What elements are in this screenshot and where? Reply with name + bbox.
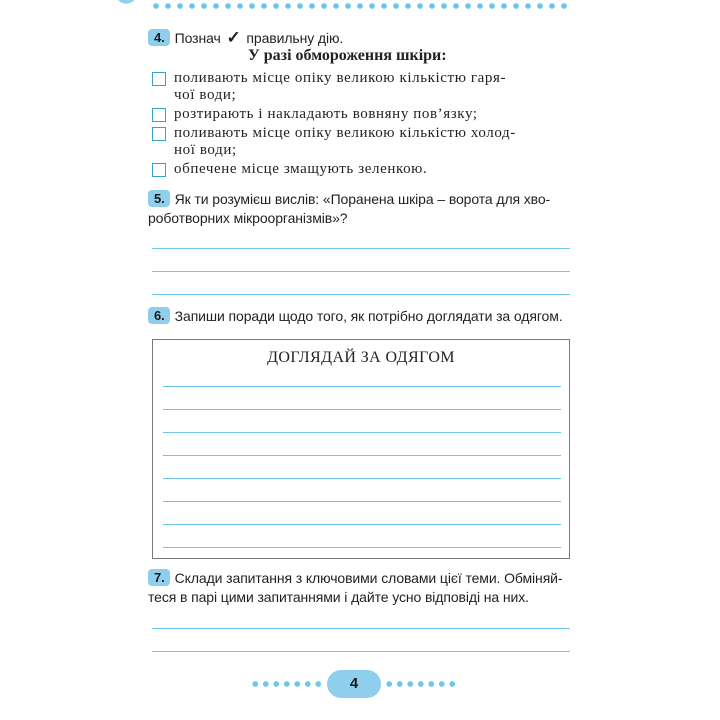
square-checkbox-icon[interactable] <box>152 108 166 122</box>
answer-line[interactable] <box>163 547 561 548</box>
task-number-badge: 4. <box>148 29 170 46</box>
square-checkbox-icon[interactable] <box>152 163 166 177</box>
option-3: поливають місце опіку великою кількістю холод- ної води; <box>174 125 516 158</box>
answer-line[interactable] <box>163 501 561 502</box>
footer-dots-left <box>250 680 326 688</box>
answer-line[interactable] <box>163 478 561 479</box>
frame-title: ДОГЛЯДАЙ ЗА ОДЯГОМ <box>267 349 455 366</box>
page-number: 4 <box>327 670 381 698</box>
corner-decoration <box>100 0 148 8</box>
task-number-badge: 5. <box>148 190 170 207</box>
task-5-question: 5. Як ти розумієш вислів: «Поранена шкіра – ворота для хво- роботворних мікроорганізмів»? <box>148 191 551 226</box>
square-checkbox-icon[interactable] <box>152 72 166 86</box>
option-4: обпечене місце змащують зеленкою. <box>174 161 428 177</box>
answer-line[interactable] <box>152 248 570 249</box>
square-checkbox-icon[interactable] <box>152 127 166 141</box>
answer-line[interactable] <box>152 271 570 272</box>
answer-line[interactable] <box>163 455 561 456</box>
task-number-badge: 7. <box>148 569 170 586</box>
answer-line[interactable] <box>152 628 570 629</box>
option-2: розтирають і накладають вовняну пов’язку; <box>174 106 478 122</box>
task-7-question: 7. Склади запитання з ключовими словами цієї теми. Обміняй- теся в парі цими запитаннями і дайте усно відповіді на них. <box>148 570 563 605</box>
answer-line[interactable] <box>152 651 570 652</box>
answer-line[interactable] <box>163 432 561 433</box>
answer-line[interactable] <box>163 386 561 387</box>
option-1: поливають місце опіку великою кількістю гаря- чої води; <box>174 70 507 103</box>
answer-line[interactable] <box>152 294 570 295</box>
top-dots-border <box>150 2 570 10</box>
footer-dots-right <box>384 680 460 688</box>
task-number-badge: 6. <box>148 307 170 324</box>
task-4-subtitle: У разі обмороження шкіри: <box>248 47 447 64</box>
task-4-question: 4. Познач ✓ правильну дію. <box>148 28 578 48</box>
answer-line[interactable] <box>163 409 561 410</box>
answer-line[interactable] <box>163 524 561 525</box>
task-6-question: 6. Запиши поради щодо того, як потрібно доглядати за одягом. <box>148 307 578 326</box>
answer-frame <box>152 339 570 559</box>
check-mark-icon: ✓ <box>226 28 241 47</box>
